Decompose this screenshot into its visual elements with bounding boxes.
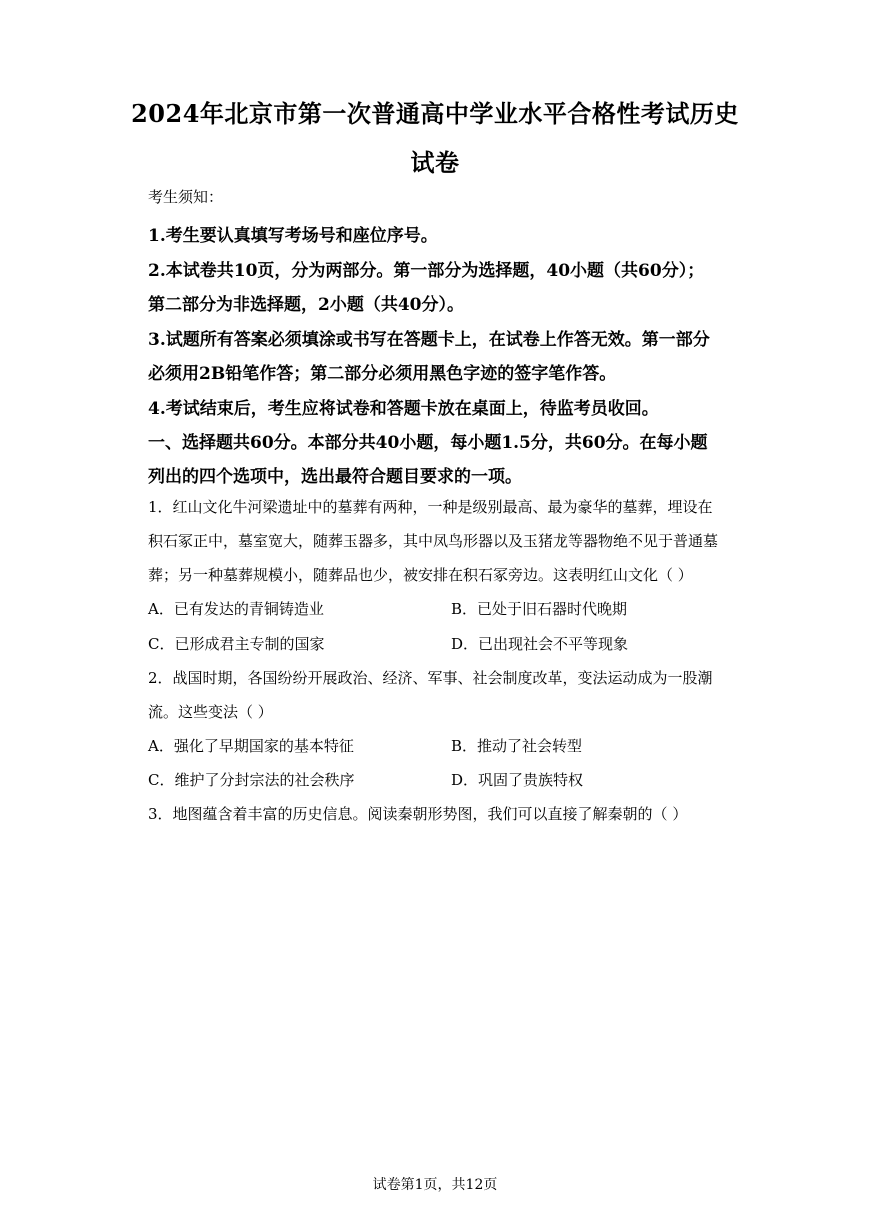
notice-item-2-line1: 2.本试卷共10页，分为两部分。第一部分为选择题，40小题（共60分）； — [148, 261, 705, 281]
question-2-option-d[interactable]: D．巩固了贵族特权 — [451, 771, 584, 789]
question-1-stem-line3: 葬；另一种墓葬规模小，随葬品也少，被安排在积石冢旁边。这表明红山文化（ ） — [148, 566, 693, 584]
question-1-stem-line1: 1．红山文化牛河梁遗址中的墓葬有两种，一种是级别最高、最为豪华的墓葬，埋设在 — [148, 498, 713, 516]
exam-title-line1: 2024年北京市第一次普通高中学业水平合格性考试历史 — [131, 99, 739, 128]
notice-item-3-line1: 3.试题所有答案必须填涂或书写在答题卡上，在试卷上作答无效。第一部分 — [148, 330, 710, 350]
question-2-stem-line2: 流。这些变法（ ） — [148, 703, 273, 721]
question-1-option-b[interactable]: B．已处于旧石器时代晚期 — [451, 600, 628, 618]
question-2-option-b[interactable]: B．推动了社会转型 — [451, 737, 583, 755]
question-1-option-c[interactable]: C．已形成君主专制的国家 — [148, 635, 325, 653]
question-2-stem-line1: 2．战国时期，各国纷纷开展政治、经济、军事、社会制度改革，变法运动成为一股潮 — [148, 669, 713, 687]
notice-item-3-line2: 必须用2B铅笔作答；第二部分必须用黑色字迹的签字笔作答。 — [148, 364, 617, 384]
notice-item-2-line2: 第二部分为非选择题，2小题（共40分）。 — [148, 295, 464, 315]
question-1-option-a[interactable]: A．已有发达的青铜铸造业 — [148, 600, 324, 618]
notice-item-4: 4.考试结束后，考生应将试卷和答题卡放在桌面上，待监考员收回。 — [148, 399, 659, 419]
question-2-option-a[interactable]: A．强化了早期国家的基本特征 — [148, 737, 354, 755]
notice-heading: 考生须知： — [148, 188, 224, 206]
page-footer: 试卷第1页，共12页 — [372, 1177, 498, 1193]
question-1-option-d[interactable]: D．已出现社会不平等现象 — [451, 635, 629, 653]
exam-title-line2: 试卷 — [410, 148, 460, 177]
question-1-stem-line2: 积石冢正中，墓室宽大，随葬玉器多，其中凤鸟形器以及玉猪龙等器物绝不见于普通墓 — [148, 532, 719, 550]
question-3-stem-line1: 3．地图蕴含着丰富的历史信息。阅读秦朝形势图，我们可以直接了解秦朝的（ ） — [148, 805, 688, 823]
section-1-instructions-line1: 一、选择题共60分。本部分共40小题，每小题1.5分，共60分。在每小题 — [148, 433, 708, 453]
section-1-instructions-line2: 列出的四个选项中，选出最符合题目要求的一项。 — [148, 467, 522, 487]
notice-item-1: 1.考生要认真填写考场号和座位序号。 — [148, 226, 438, 246]
question-2-option-c[interactable]: C．维护了分封宗法的社会秩序 — [148, 771, 355, 789]
